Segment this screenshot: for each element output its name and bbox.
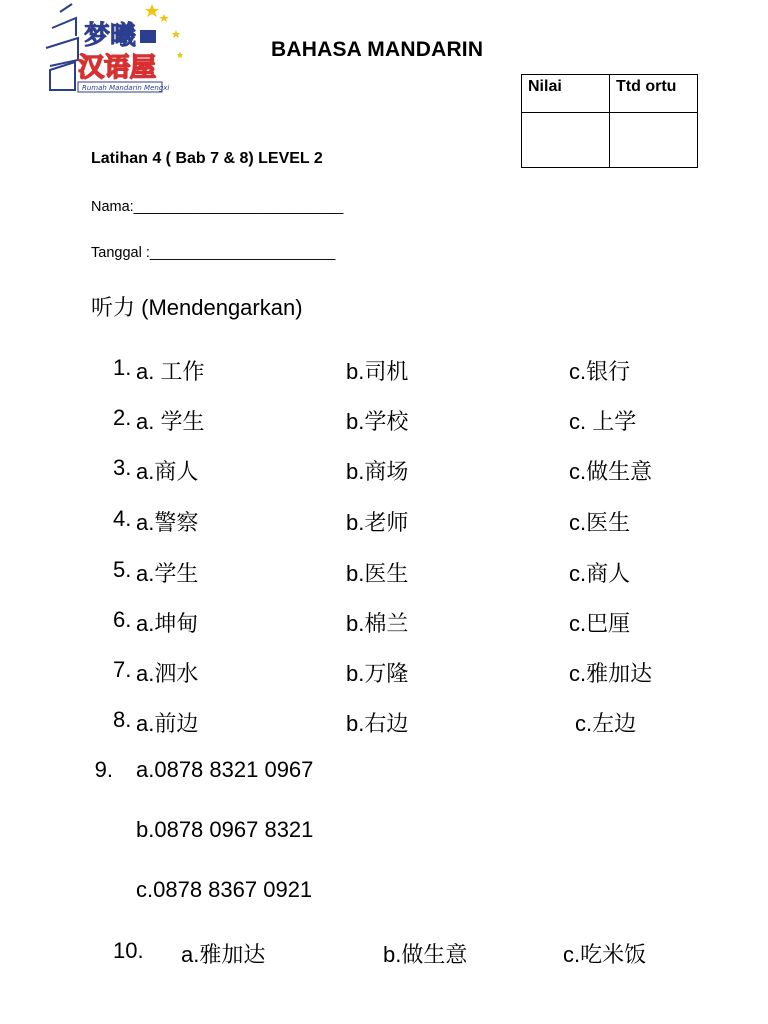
question-4-number: 4. — [113, 506, 132, 531]
question-4-option-c[interactable]: c.医生 — [569, 510, 631, 535]
question-7-number: 7. — [113, 657, 132, 682]
question-4-option-b[interactable]: b.老师 — [346, 510, 409, 535]
question-3-option-b[interactable]: b.商场 — [346, 459, 409, 484]
question-9-option-b[interactable]: b.0878 0967 8321 — [136, 817, 314, 842]
question-7-option-a[interactable]: a.泗水 — [136, 661, 199, 686]
question-7-option-c[interactable]: c.雅加达 — [569, 661, 653, 686]
question-9-option-a[interactable]: a.0878 8321 0967 — [136, 757, 314, 782]
question-6-option-a[interactable]: a.坤甸 — [136, 611, 199, 636]
section-title: 听力 (Mendengarkan) — [91, 295, 303, 320]
question-1-option-c[interactable]: c.银行 — [569, 359, 631, 384]
question-1-option-a[interactable]: a. 工作 — [136, 359, 205, 384]
question-5-option-c[interactable]: c.商人 — [569, 561, 631, 586]
question-8-option-c[interactable]: c.左边 — [575, 711, 637, 736]
question-2-option-c[interactable]: c. 上学 — [569, 409, 637, 434]
question-5-number: 5. — [113, 557, 132, 582]
question-6-number: 6. — [113, 607, 132, 632]
question-8-option-b[interactable]: b.右边 — [346, 711, 409, 736]
question-7-option-b[interactable]: b.万隆 — [346, 661, 409, 686]
question-5-option-b[interactable]: b.医生 — [346, 561, 409, 586]
question-8-number: 8. — [113, 707, 132, 732]
question-10-option-b[interactable]: b.做生意 — [383, 942, 468, 967]
score-cell[interactable] — [522, 113, 610, 168]
question-6-option-c[interactable]: c.巴厘 — [569, 611, 631, 636]
question-5-option-a[interactable]: a.学生 — [136, 561, 199, 586]
parent-signature-cell[interactable] — [610, 113, 698, 168]
svg-text:梦曦: 梦曦 — [84, 21, 137, 51]
question-10-option-c[interactable]: c.吃米饭 — [563, 942, 647, 967]
exercise-subtitle: Latihan 4 ( Bab 7 & 8) LEVEL 2 — [91, 150, 323, 167]
question-2-option-a[interactable]: a. 学生 — [136, 409, 205, 434]
score-table — [521, 74, 698, 168]
question-3-option-a[interactable]: a.商人 — [136, 459, 199, 484]
parent-signature-header: Ttd ortu — [610, 75, 698, 113]
question-10-number: 10. — [113, 938, 144, 963]
question-9-option-c[interactable]: c.0878 8367 0921 — [136, 877, 313, 902]
svg-text:汉语屋: 汉语屋 — [78, 53, 157, 83]
question-9-number: 9. — [94, 757, 113, 782]
score-header: Nilai — [522, 75, 610, 113]
question-6-option-b[interactable]: b.棉兰 — [346, 611, 409, 636]
question-2-number: 2. — [113, 405, 132, 430]
question-3-option-c[interactable]: c.做生意 — [569, 459, 653, 484]
question-1-option-b[interactable]: b.司机 — [346, 359, 409, 384]
date-field[interactable]: Tanggal :_______________________ — [91, 245, 336, 261]
school-logo — [40, 0, 190, 100]
question-1-number: 1. — [113, 355, 132, 380]
page-title: BAHASA MANDARIN — [271, 38, 484, 61]
svg-text:Rumah Mandarin Mengxi: Rumah Mandarin Mengxi — [82, 84, 170, 92]
name-field[interactable]: Nama:__________________________ — [91, 199, 344, 215]
question-4-option-a[interactable]: a.警察 — [136, 510, 199, 535]
question-3-number: 3. — [113, 455, 132, 480]
question-2-option-b[interactable]: b.学校 — [346, 409, 409, 434]
question-10-option-a[interactable]: a.雅加达 — [181, 942, 266, 967]
question-8-option-a[interactable]: a.前边 — [136, 711, 199, 736]
